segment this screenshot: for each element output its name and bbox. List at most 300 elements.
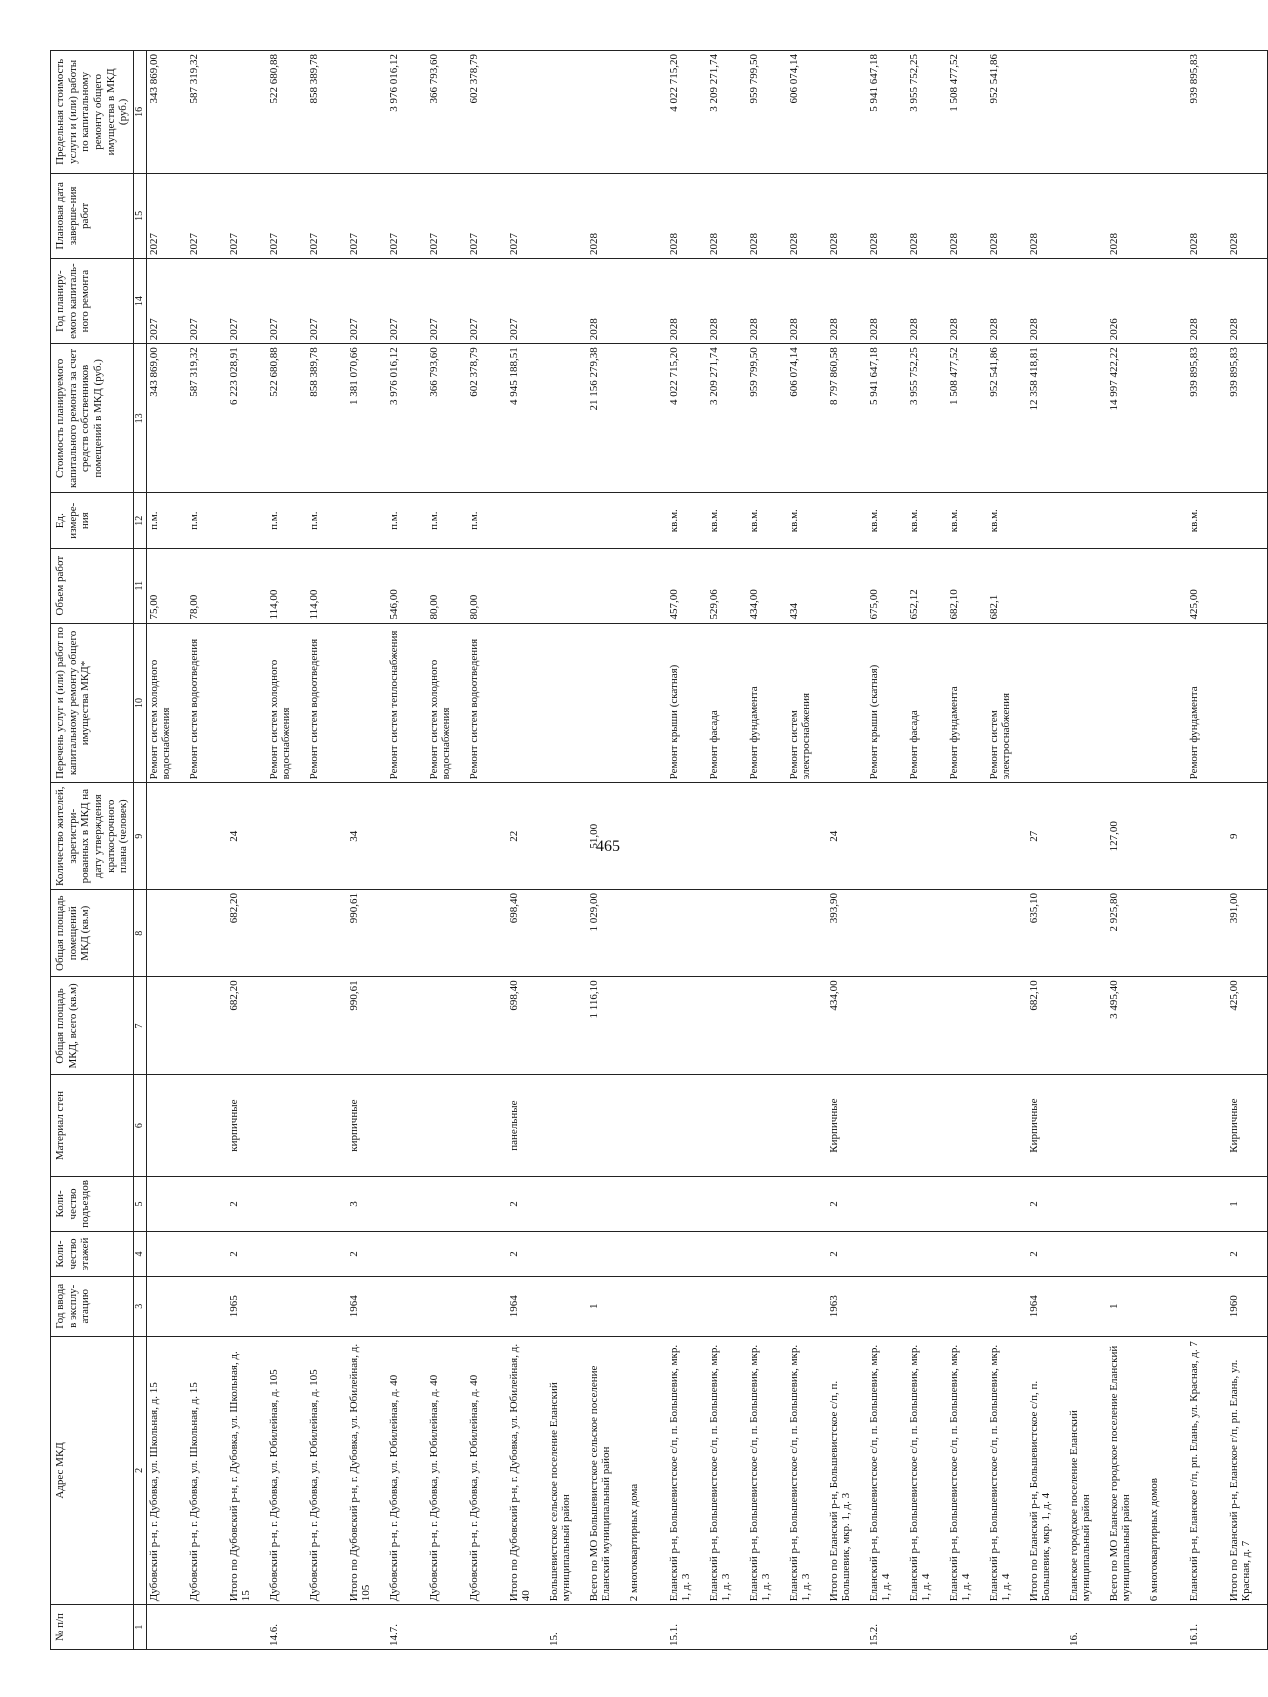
area-cell [307, 977, 347, 1075]
table-row [707, 51, 747, 1650]
walls-cell [307, 1075, 347, 1176]
cost-cell: 858 389,78 [307, 344, 347, 493]
work-cell: Ремонт систем электроснабжения [987, 623, 1027, 783]
area-cell [427, 977, 467, 1075]
column-index: 11 [133, 548, 146, 623]
table-row [1147, 51, 1187, 1650]
plan-year-cell: 2027 [347, 258, 387, 343]
column-index: 5 [133, 1176, 146, 1231]
walls-cell [907, 1075, 947, 1176]
plan-year-cell: 2028 [707, 258, 747, 343]
residents-cell: 27 [1027, 783, 1067, 890]
unit-cell [227, 493, 267, 548]
volume-cell: 682,1 [987, 548, 1027, 623]
column-index: 8 [133, 890, 146, 977]
end-date-cell [1067, 173, 1107, 258]
year-cell [707, 1276, 747, 1336]
end-date-cell: 2027 [507, 173, 547, 258]
limit-cell: 3 209 271,74 [707, 51, 747, 174]
entrances-cell [627, 1176, 667, 1231]
limit-cell: 939 895,83 [1187, 51, 1227, 174]
walls-cell [987, 1075, 1027, 1176]
area-cell [387, 977, 427, 1075]
end-date-cell: 2028 [987, 173, 1027, 258]
volume-cell [627, 548, 667, 623]
cost-cell [1067, 344, 1107, 493]
year-cell: 1 [1107, 1276, 1147, 1336]
year-cell [907, 1276, 947, 1336]
area-rooms-cell [307, 890, 347, 977]
walls-cell [1187, 1075, 1227, 1176]
floors-cell [427, 1232, 467, 1277]
floors-cell [1147, 1232, 1187, 1277]
unit-cell: кв.м. [987, 493, 1027, 548]
floors-cell [267, 1232, 307, 1277]
walls-cell [667, 1075, 707, 1176]
table-row [1227, 51, 1268, 1650]
plan-year-cell: 2027 [387, 258, 427, 343]
end-date-cell: 2028 [1227, 173, 1268, 258]
table-row [987, 51, 1027, 1650]
area-cell: 425,00 [1227, 977, 1268, 1075]
area-rooms-cell [1067, 890, 1107, 977]
address-cell: Еланский р-н, Большевистское с/п, п. Большевик, мкр. 1, д. 3 [707, 1336, 747, 1605]
row-number [227, 1605, 267, 1650]
table-row [387, 51, 427, 1650]
walls-cell: кирпичные [227, 1075, 267, 1176]
work-cell [227, 623, 267, 783]
work-cell: Ремонт фундамента [947, 623, 987, 783]
table-row [867, 51, 907, 1650]
plan-year-cell [1147, 258, 1187, 343]
plan-year-cell: 2027 [467, 258, 507, 343]
residents-cell [307, 783, 347, 890]
limit-cell [1107, 51, 1147, 174]
work-cell: Ремонт фасада [707, 623, 747, 783]
plan-year-cell: 2027 [267, 258, 307, 343]
plan-year-cell [547, 258, 587, 343]
end-date-cell: 2028 [867, 173, 907, 258]
residents-cell [987, 783, 1027, 890]
residents-cell [1147, 783, 1187, 890]
work-cell: Ремонт систем теплоснабжения [387, 623, 427, 783]
header-cost: Стоимость планируемого капитального ремонта за счет средств собственников помещений в МКД (руб.) [51, 344, 134, 493]
cost-cell: 939 895,83 [1187, 344, 1227, 493]
plan-year-cell: 2028 [1027, 258, 1067, 343]
row-number [907, 1605, 947, 1650]
residents-cell [907, 783, 947, 890]
volume-cell: 114,00 [307, 548, 347, 623]
entrances-cell [987, 1176, 1027, 1231]
unit-cell [1027, 493, 1067, 548]
area-rooms-cell [747, 890, 787, 977]
unit-cell: п.м. [387, 493, 427, 548]
walls-cell [867, 1075, 907, 1176]
column-index: 2 [133, 1336, 146, 1605]
area-rooms-cell [907, 890, 947, 977]
header-unit: Ед. измере-ния [51, 493, 134, 548]
end-date-cell: 2027 [267, 173, 307, 258]
plan-year-cell: 2027 [146, 258, 187, 343]
address-cell: Еланский р-н, Большевистское с/п, п. Большевик, мкр. 1, д. 3 [787, 1336, 827, 1605]
header-floors: Коли-чество этажей [51, 1232, 134, 1277]
table-row [1027, 51, 1067, 1650]
column-index: 4 [133, 1232, 146, 1277]
limit-cell [1147, 51, 1187, 174]
walls-cell [1067, 1075, 1107, 1176]
residents-cell: 51,00 [587, 783, 627, 890]
area-rooms-cell: 682,20 [227, 890, 267, 977]
entrances-cell [1067, 1176, 1107, 1231]
limit-cell [587, 51, 627, 174]
table-row [347, 51, 387, 1650]
area-rooms-cell [627, 890, 667, 977]
area-rooms-cell [146, 890, 187, 977]
address-cell: Дубовский р-н, г. Дубовка, ул. Школьная, д. 15 [187, 1336, 227, 1605]
walls-cell [947, 1075, 987, 1176]
unit-cell [1147, 493, 1187, 548]
column-index-row [133, 51, 146, 1650]
work-cell: Ремонт систем электроснабжения [787, 623, 827, 783]
floors-cell [387, 1232, 427, 1277]
volume-cell: 434 [787, 548, 827, 623]
volume-cell [827, 548, 867, 623]
unit-cell [347, 493, 387, 548]
page-number: 465 [596, 838, 620, 855]
area-cell: 698,40 [507, 977, 547, 1075]
entrances-cell: 3 [347, 1176, 387, 1231]
unit-cell [507, 493, 547, 548]
volume-cell: 80,00 [427, 548, 467, 623]
residents-cell [867, 783, 907, 890]
area-cell [547, 977, 587, 1075]
area-rooms-cell [787, 890, 827, 977]
row-number [987, 1605, 1027, 1650]
limit-cell: 522 680,88 [267, 51, 307, 174]
address-cell: Итого по Дубовский р-н, г. Дубовка, ул. Школьная, д. 15 [227, 1336, 267, 1605]
year-cell: 1963 [827, 1276, 867, 1336]
area-cell [987, 977, 1027, 1075]
column-index: 6 [133, 1075, 146, 1176]
end-date-cell: 2028 [707, 173, 747, 258]
plan-year-cell: 2027 [427, 258, 467, 343]
cost-cell: 3 976 016,12 [387, 344, 427, 493]
row-number: 14.7. [387, 1605, 427, 1650]
limit-cell: 602 378,79 [467, 51, 507, 174]
year-cell [267, 1276, 307, 1336]
work-cell: Ремонт систем холодного водоснабжения [267, 623, 307, 783]
end-date-cell: 2028 [827, 173, 867, 258]
limit-cell: 366 793,60 [427, 51, 467, 174]
table-row [787, 51, 827, 1650]
year-cell [627, 1276, 667, 1336]
walls-cell [467, 1075, 507, 1176]
year-cell [387, 1276, 427, 1336]
plan-year-cell: 2028 [747, 258, 787, 343]
column-index: 10 [133, 623, 146, 783]
address-cell: Дубовский р-н, г. Дубовка, ул. Юбилейная, д. 40 [467, 1336, 507, 1605]
table-row [1107, 51, 1147, 1650]
area-rooms-cell: 2 925,80 [1107, 890, 1147, 977]
table-row [227, 51, 267, 1650]
residents-cell [1067, 783, 1107, 890]
area-cell [707, 977, 747, 1075]
cost-cell: 3 955 752,25 [907, 344, 947, 493]
cost-cell [1147, 344, 1187, 493]
floors-cell [187, 1232, 227, 1277]
cost-cell: 602 378,79 [467, 344, 507, 493]
area-cell: 990,61 [347, 977, 387, 1075]
floors-cell [867, 1232, 907, 1277]
area-rooms-cell [187, 890, 227, 977]
column-index: 13 [133, 344, 146, 493]
year-cell [867, 1276, 907, 1336]
header-entrances: Коли-чество подъездов [51, 1176, 134, 1231]
residents-cell [747, 783, 787, 890]
year-cell [467, 1276, 507, 1336]
header-walls: Материал стен [51, 1075, 134, 1176]
year-cell [307, 1276, 347, 1336]
capital-repair-table [50, 50, 1268, 1650]
limit-cell: 959 799,50 [747, 51, 787, 174]
work-cell [347, 623, 387, 783]
header-area-rooms: Общая площадь помещений МКД (кв.м) [51, 890, 134, 977]
end-date-cell: 2027 [347, 173, 387, 258]
address-cell: Всего по МО Еланское городское поселение Еланский муниципальный район [1107, 1336, 1147, 1605]
plan-year-cell: 2027 [507, 258, 547, 343]
row-number: 15.1. [667, 1605, 707, 1650]
unit-cell: п.м. [187, 493, 227, 548]
volume-cell: 529,06 [707, 548, 747, 623]
rotated-table-sheet [50, 50, 1253, 1650]
floors-cell [587, 1232, 627, 1277]
address-cell: Еланский р-н, Большевистское с/п, п. Большевик, мкр. 1, д. 4 [907, 1336, 947, 1605]
address-cell: Итого по Дубовский р-н, г. Дубовка, ул. Юбилейная, д. 40 [507, 1336, 547, 1605]
volume-cell [1147, 548, 1187, 623]
cost-cell: 1 508 477,52 [947, 344, 987, 493]
table-row [907, 51, 947, 1650]
volume-cell [1027, 548, 1067, 623]
limit-cell [507, 51, 547, 174]
plan-year-cell: 2026 [1107, 258, 1147, 343]
area-rooms-cell [947, 890, 987, 977]
floors-cell: 2 [347, 1232, 387, 1277]
area-rooms-cell: 1 029,00 [587, 890, 627, 977]
work-cell [1227, 623, 1268, 783]
address-cell: Еланский р-н, Большевистское с/п, п. Большевик, мкр. 1, д. 3 [747, 1336, 787, 1605]
plan-year-cell [1067, 258, 1107, 343]
floors-cell [467, 1232, 507, 1277]
year-cell: 1965 [227, 1276, 267, 1336]
entrances-cell: 2 [227, 1176, 267, 1231]
cost-cell: 343 869,00 [146, 344, 187, 493]
walls-cell [747, 1075, 787, 1176]
address-cell: Дубовский р-н, г. Дубовка, ул. Школьная, д. 15 [146, 1336, 187, 1605]
entrances-cell [947, 1176, 987, 1231]
volume-cell [507, 548, 547, 623]
table-body [146, 51, 1267, 1650]
residents-cell [467, 783, 507, 890]
area-cell: 1 116,10 [587, 977, 627, 1075]
volume-cell [1067, 548, 1107, 623]
entrances-cell [1107, 1176, 1147, 1231]
year-cell: 1 [587, 1276, 627, 1336]
area-cell [787, 977, 827, 1075]
entrances-cell [707, 1176, 747, 1231]
table-row [427, 51, 467, 1650]
row-number [827, 1605, 867, 1650]
walls-cell [387, 1075, 427, 1176]
unit-cell [1107, 493, 1147, 548]
walls-cell [1107, 1075, 1147, 1176]
residents-cell [267, 783, 307, 890]
address-cell: Всего по МО Большевистское сельское поселение Еланский муниципальный район [587, 1336, 627, 1605]
plan-year-cell: 2028 [947, 258, 987, 343]
area-rooms-cell [667, 890, 707, 977]
end-date-cell [547, 173, 587, 258]
unit-cell: кв.м. [787, 493, 827, 548]
unit-cell: кв.м. [707, 493, 747, 548]
year-cell: 1964 [1027, 1276, 1067, 1336]
cost-cell: 5 941 647,18 [867, 344, 907, 493]
row-number [1027, 1605, 1067, 1650]
unit-cell [587, 493, 627, 548]
end-date-cell [1147, 173, 1187, 258]
row-number [627, 1605, 667, 1650]
table-row [187, 51, 227, 1650]
residents-cell [547, 783, 587, 890]
volume-cell [587, 548, 627, 623]
end-date-cell: 2028 [907, 173, 947, 258]
walls-cell [787, 1075, 827, 1176]
residents-cell [146, 783, 187, 890]
volume-cell [1107, 548, 1147, 623]
header-row [51, 51, 134, 1650]
area-rooms-cell [1187, 890, 1227, 977]
year-cell [547, 1276, 587, 1336]
header-limit: Предельная стоимость услуги и (или) работы по капитальному ремонту общего имущества в МКД (руб.) [51, 51, 134, 174]
row-number [427, 1605, 467, 1650]
table-row [547, 51, 587, 1650]
volume-cell: 682,10 [947, 548, 987, 623]
area-rooms-cell: 393,90 [827, 890, 867, 977]
unit-cell: кв.м. [1187, 493, 1227, 548]
unit-cell: кв.м. [667, 493, 707, 548]
year-cell [667, 1276, 707, 1336]
entrances-cell [427, 1176, 467, 1231]
walls-cell [1147, 1075, 1187, 1176]
end-date-cell: 2027 [227, 173, 267, 258]
column-index: 1 [133, 1605, 146, 1650]
entrances-cell [307, 1176, 347, 1231]
work-cell: Ремонт фасада [907, 623, 947, 783]
area-cell [907, 977, 947, 1075]
row-number [1227, 1605, 1268, 1650]
unit-cell: кв.м. [947, 493, 987, 548]
floors-cell [747, 1232, 787, 1277]
year-cell [747, 1276, 787, 1336]
column-index: 7 [133, 977, 146, 1075]
address-cell: 2 многоквартирных дома [627, 1336, 667, 1605]
end-date-cell: 2027 [187, 173, 227, 258]
volume-cell: 425,00 [1187, 548, 1227, 623]
cost-cell: 12 358 418,81 [1027, 344, 1067, 493]
area-rooms-cell [987, 890, 1027, 977]
year-cell [187, 1276, 227, 1336]
entrances-cell [867, 1176, 907, 1231]
cost-cell: 1 381 070,66 [347, 344, 387, 493]
row-number [146, 1605, 187, 1650]
area-rooms-cell [267, 890, 307, 977]
column-index: 9 [133, 783, 146, 890]
cost-cell: 606 074,14 [787, 344, 827, 493]
end-date-cell: 2028 [667, 173, 707, 258]
floors-cell: 2 [507, 1232, 547, 1277]
work-cell: Ремонт фундамента [747, 623, 787, 783]
address-cell: Дубовский р-н, г. Дубовка, ул. Юбилейная, д. 40 [427, 1336, 467, 1605]
unit-cell: кв.м. [747, 493, 787, 548]
limit-cell: 858 389,78 [307, 51, 347, 174]
limit-cell: 343 869,00 [146, 51, 187, 174]
row-number [707, 1605, 747, 1650]
cost-cell: 587 319,32 [187, 344, 227, 493]
plan-year-cell: 2027 [307, 258, 347, 343]
limit-cell [227, 51, 267, 174]
volume-cell: 114,00 [267, 548, 307, 623]
area-rooms-cell: 990,61 [347, 890, 387, 977]
floors-cell [627, 1232, 667, 1277]
table-row [1187, 51, 1227, 1650]
area-rooms-cell: 698,40 [507, 890, 547, 977]
work-cell [627, 623, 667, 783]
walls-cell: панельные [507, 1075, 547, 1176]
table-row [307, 51, 347, 1650]
entrances-cell [467, 1176, 507, 1231]
floors-cell: 2 [827, 1232, 867, 1277]
entrances-cell: 2 [827, 1176, 867, 1231]
unit-cell [1227, 493, 1268, 548]
entrances-cell [547, 1176, 587, 1231]
area-rooms-cell: 635,10 [1027, 890, 1067, 977]
table-row [947, 51, 987, 1650]
row-number [1147, 1605, 1187, 1650]
floors-cell [987, 1232, 1027, 1277]
address-cell: Дубовский р-н, г. Дубовка, ул. Юбилейная, д. 40 [387, 1336, 427, 1605]
work-cell: Ремонт фундамента [1187, 623, 1227, 783]
column-index: 16 [133, 51, 146, 174]
end-date-cell: 2027 [387, 173, 427, 258]
entrances-cell [387, 1176, 427, 1231]
floors-cell: 2 [227, 1232, 267, 1277]
floors-cell [707, 1232, 747, 1277]
cost-cell: 959 799,50 [747, 344, 787, 493]
residents-cell: 34 [347, 783, 387, 890]
walls-cell: Кирпичные [1227, 1075, 1268, 1176]
work-cell: Ремонт крыши (скатная) [667, 623, 707, 783]
limit-cell: 3 976 016,12 [387, 51, 427, 174]
row-number: 15.2. [867, 1605, 907, 1650]
plan-year-cell: 2028 [667, 258, 707, 343]
work-cell [547, 623, 587, 783]
volume-cell: 80,00 [467, 548, 507, 623]
cost-cell: 366 793,60 [427, 344, 467, 493]
area-cell [867, 977, 907, 1075]
end-date-cell: 2028 [747, 173, 787, 258]
row-number [347, 1605, 387, 1650]
cost-cell: 4 945 188,51 [507, 344, 547, 493]
end-date-cell: 2027 [467, 173, 507, 258]
volume-cell: 675,00 [867, 548, 907, 623]
